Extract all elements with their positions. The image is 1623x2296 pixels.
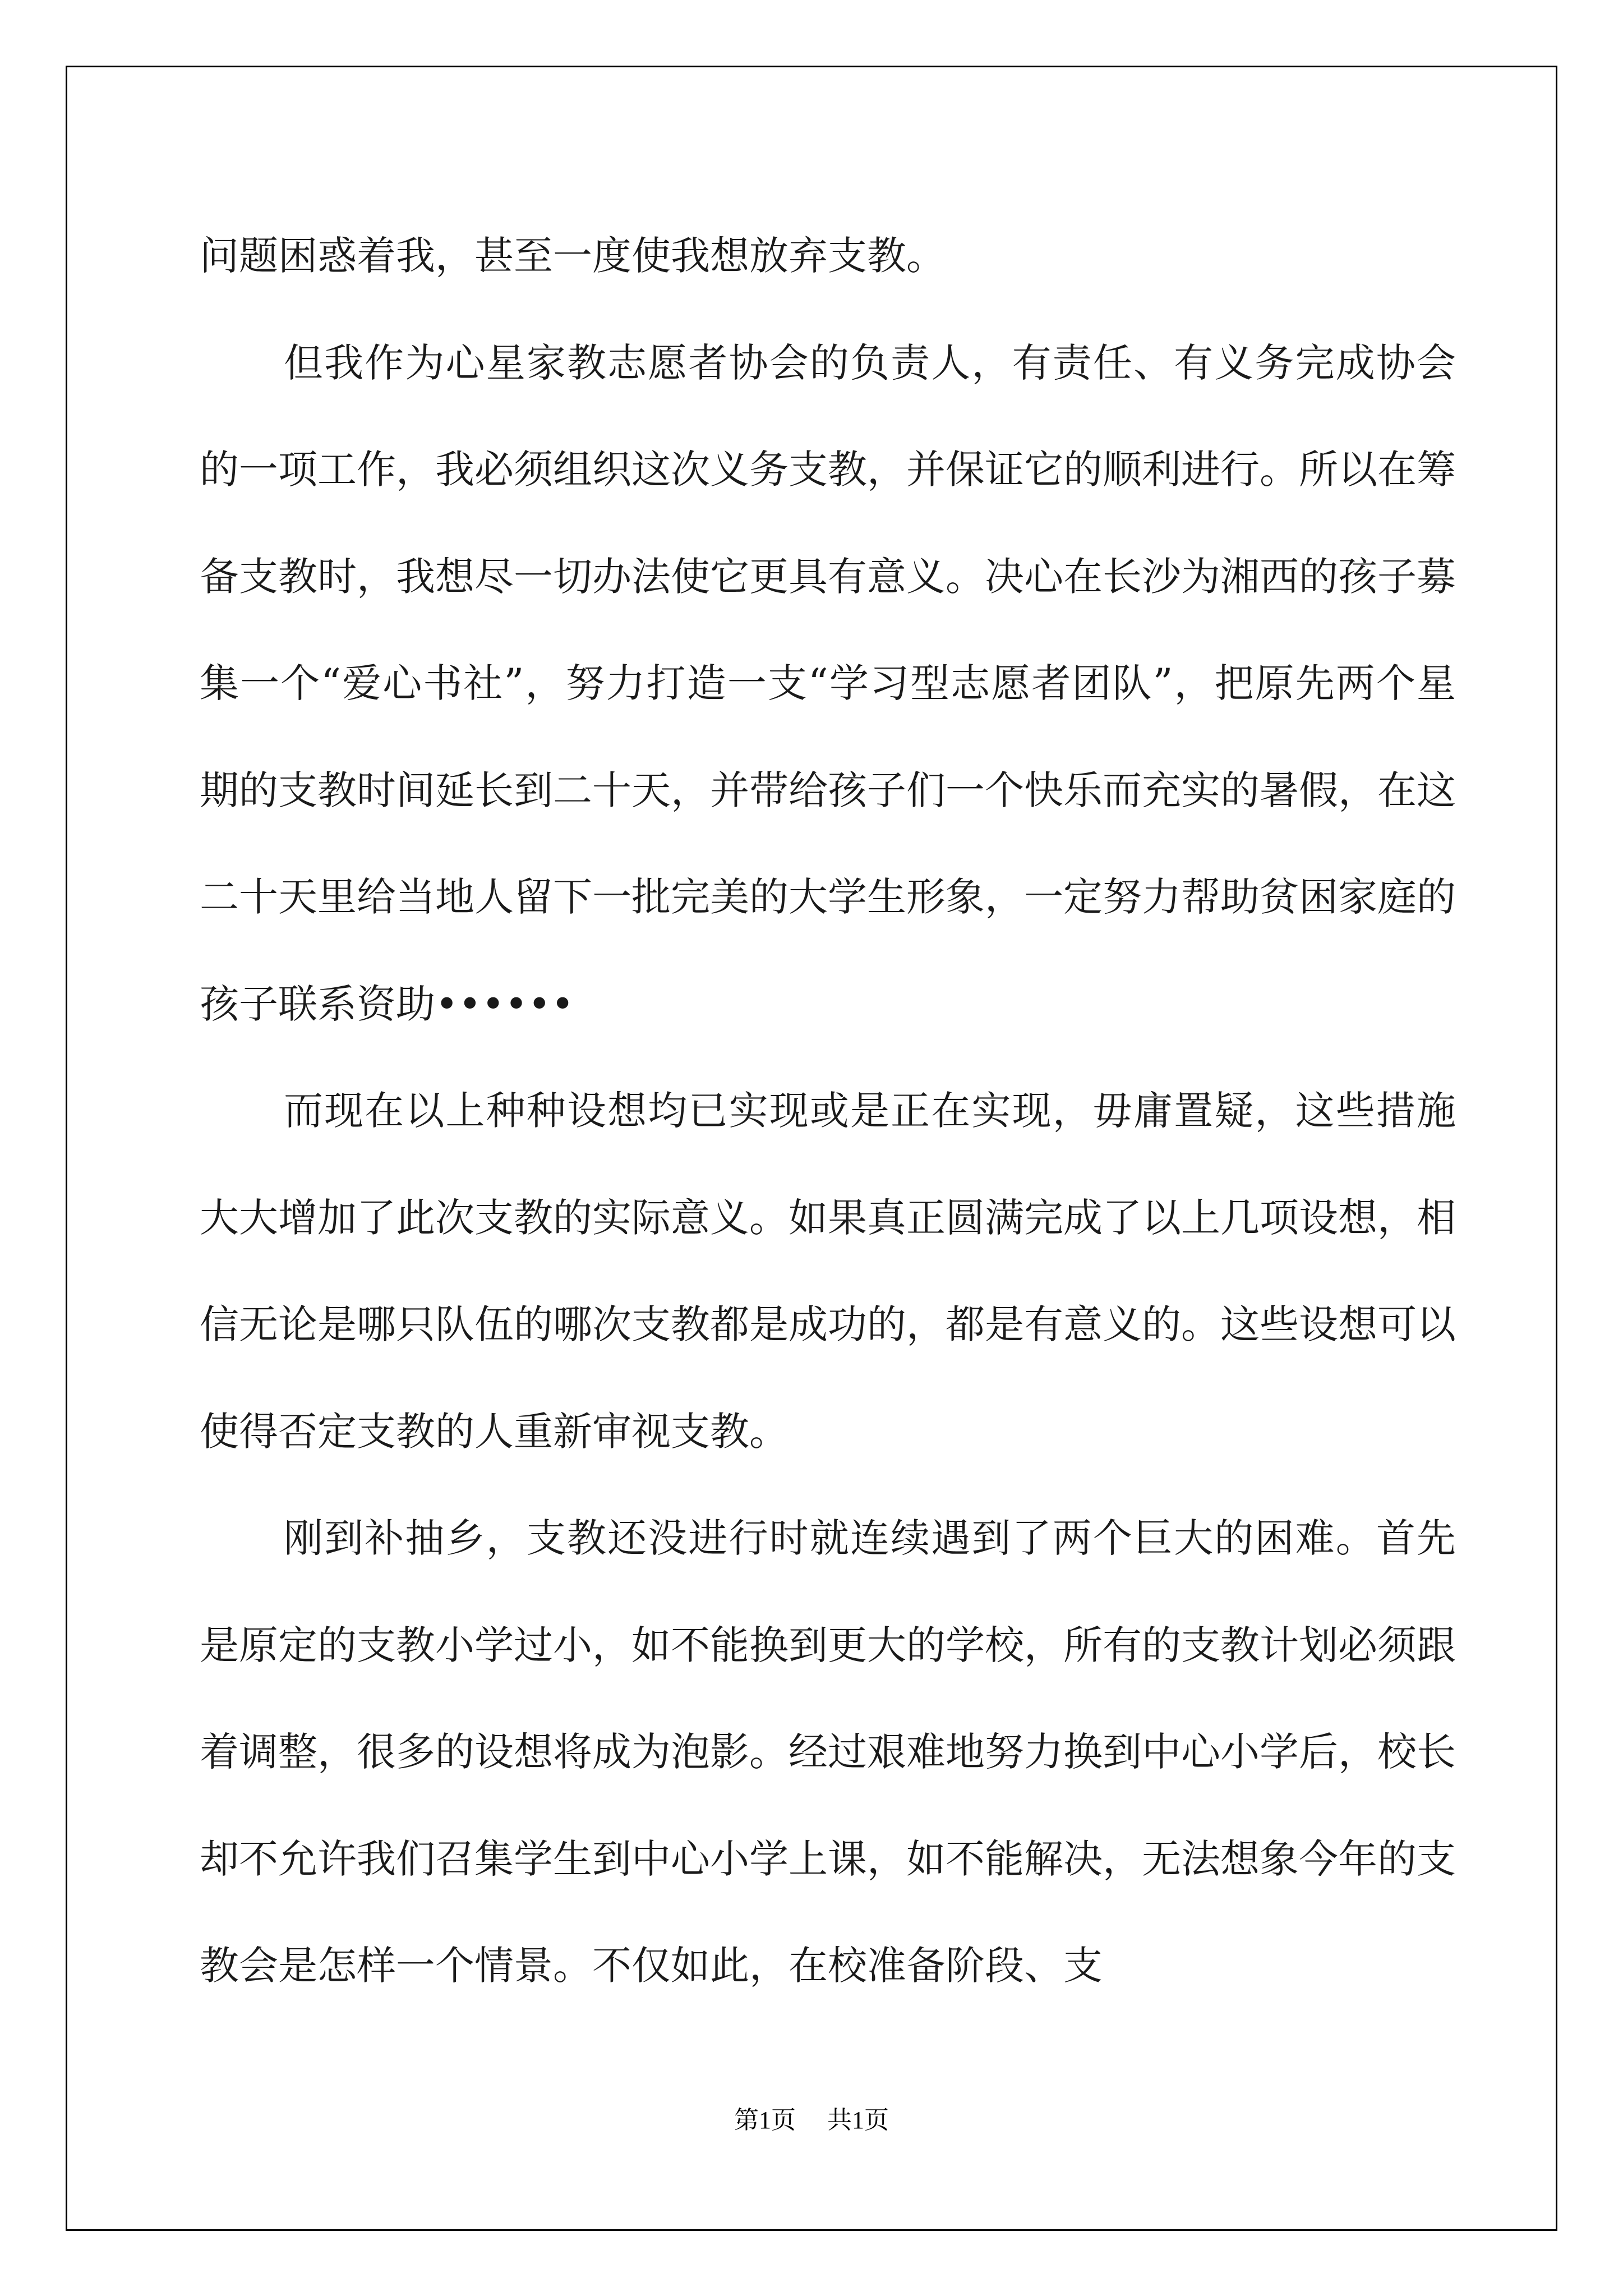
page-number: 第1页: [734, 2106, 796, 2134]
page-total: 共1页: [827, 2106, 889, 2134]
document-body: [200, 203, 1456, 2019]
paragraph-1: 问题困惑着我，甚至一度使我想放弃支教。: [200, 233, 946, 279]
page-footer: [0, 2105, 1623, 2136]
paragraph-2: 但我作为心星家教志愿者协会的负责人，有责任、有义务完成协会的一项工作，我必须组织这次义务支教，并保证它的顺利进行。所以在筹备支教时，我想尽一切办法使它更具有意义。决心在长沙为湘西的孩子募集一个“爱心书社”，努力打造一支“学习型志愿者团队”，把原先两个星期的支教时间延长到二十天，并带给孩子们一个快乐而充实的暑假，在这二十天里给当地人留下一批完美的大学生形象，一定努力帮助贫困家庭的孩子联系资助••••••: [200, 339, 1456, 1027]
paragraph-3: 而现在以上种种设想均已实现或是正在实现，毋庸置疑，这些措施大大增加了此次支教的实际意义。如果真正圆满完成了以上几项设想，相信无论是哪只队伍的哪次支教都是成功的，都是有意义的。这些设想可以使得否定支教的人重新审视支教。: [200, 1088, 1456, 1455]
paragraph-4: 刚到补抽乡，支教还没进行时就连续遇到了两个巨大的困难。首先是原定的支教小学过小，如不能换到更大的学校，所有的支教计划必须跟着调整，很多的设想将成为泡影。经过艰难地努力换到中心小学后，校长却不允许我们召集学生到中心小学上课，如不能解决，无法想象今年的支教会是怎样一个情景。不仅如此，在校准备阶段、支: [200, 1515, 1456, 1989]
